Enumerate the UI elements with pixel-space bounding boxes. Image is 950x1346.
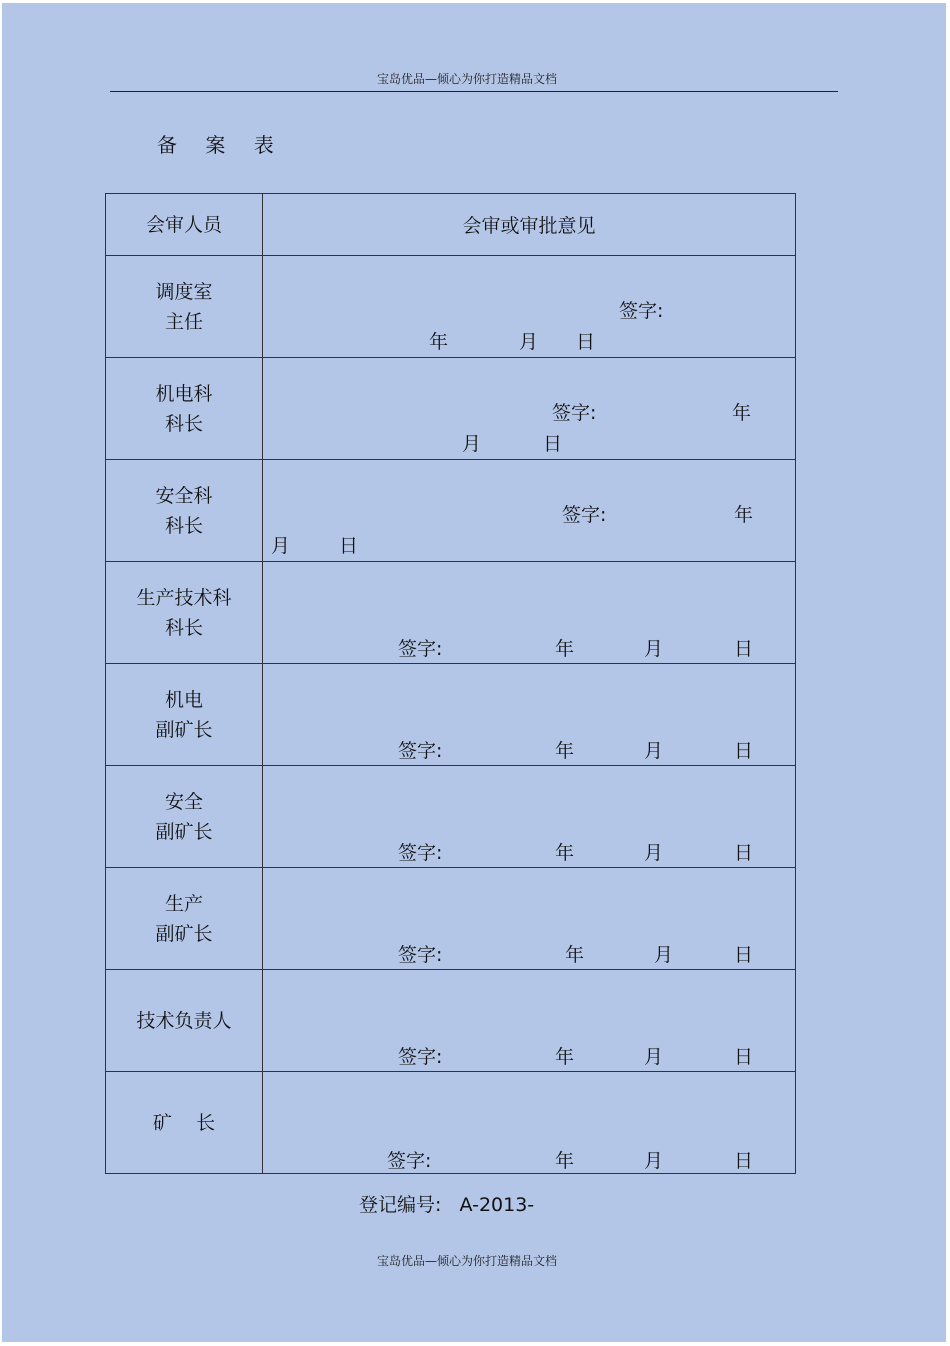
reviewer-cell <box>106 256 263 358</box>
month-label: 月 <box>644 1150 664 1172</box>
approval-table <box>105 193 796 1174</box>
reviewer-role-line: 安全科 <box>155 484 213 507</box>
opinion-cell[interactable] <box>263 358 796 460</box>
reviewer-cell <box>106 562 263 664</box>
year-label: 年 <box>555 1150 575 1172</box>
sign-label: 签字: <box>398 944 443 966</box>
reviewer-role-line: 生产技术科 <box>136 586 232 609</box>
reviewer-cell <box>106 868 263 970</box>
table-row <box>106 358 796 460</box>
table-row <box>106 256 796 358</box>
year-label: 年 <box>555 1046 575 1068</box>
opinion-cell[interactable] <box>263 664 796 766</box>
year-label: 年 <box>734 504 754 526</box>
day-label: 日 <box>734 842 754 864</box>
opinion-cell[interactable] <box>263 460 796 562</box>
day-label: 日 <box>543 433 563 455</box>
reviewer-cell <box>106 664 263 766</box>
opinion-cell[interactable] <box>263 256 796 358</box>
reviewer-role-line: 副矿长 <box>155 820 213 843</box>
opinion-cell[interactable] <box>263 868 796 970</box>
year-label: 年 <box>565 944 585 966</box>
month-label: 月 <box>644 1046 664 1068</box>
sign-label: 签字: <box>398 842 443 864</box>
reviewer-role-line: 科长 <box>164 514 203 537</box>
reviewer-role-line: 机电科 <box>155 382 213 405</box>
day-label: 日 <box>339 535 359 557</box>
year-label: 年 <box>429 331 449 353</box>
month-label: 月 <box>644 842 664 864</box>
year-label: 年 <box>555 740 575 762</box>
day-label: 日 <box>734 740 754 762</box>
document-page <box>2 3 946 1342</box>
day-label: 日 <box>576 331 596 353</box>
column-header-opinion: 会审或审批意见 <box>263 194 796 256</box>
reviewer-cell <box>106 358 263 460</box>
reviewer-role-line: 主任 <box>164 310 203 333</box>
sign-label: 签字: <box>398 638 443 660</box>
reviewer-cell <box>106 766 263 868</box>
reviewer-role-line: 副矿长 <box>155 718 213 741</box>
reviewer-role-line: 副矿长 <box>155 922 213 945</box>
month-label: 月 <box>519 331 539 353</box>
reviewer-role-line: 科长 <box>164 616 203 639</box>
year-label: 年 <box>555 638 575 660</box>
reviewer-role-line: 生产 <box>164 892 203 915</box>
year-label: 年 <box>732 402 752 424</box>
month-label: 月 <box>462 433 482 455</box>
reviewer-role-line: 调度室 <box>155 280 213 303</box>
table-row <box>106 1072 796 1174</box>
day-label: 日 <box>734 944 754 966</box>
month-label: 月 <box>644 638 664 660</box>
document-title: 备 案 表 <box>157 133 285 157</box>
opinion-cell[interactable] <box>263 970 796 1072</box>
table-row <box>106 562 796 664</box>
page-header-text: 宝岛优品—倾心为你打造精品文档 <box>376 72 557 86</box>
day-label: 日 <box>734 1150 754 1172</box>
reviewer-role-line: 技术负责人 <box>136 1009 232 1032</box>
reviewer-role-line: 机电 <box>164 688 203 711</box>
table-row <box>106 460 796 562</box>
opinion-cell[interactable] <box>263 562 796 664</box>
sign-label: 签字: <box>552 402 597 424</box>
table-row <box>106 766 796 868</box>
reviewer-role-line: 安全 <box>164 790 203 813</box>
sign-label: 签字: <box>387 1150 432 1172</box>
month-label: 月 <box>644 740 664 762</box>
reviewer-cell <box>106 1072 263 1174</box>
day-label: 日 <box>734 1046 754 1068</box>
table-header-row <box>106 194 796 256</box>
table-row <box>106 970 796 1072</box>
header-divider <box>110 91 838 92</box>
registration-number: 登记编号: A-2013- <box>359 1194 535 1216</box>
month-label: 月 <box>271 535 291 557</box>
reviewer-cell <box>106 970 263 1072</box>
sign-label: 签字: <box>398 1046 443 1068</box>
sign-label: 签字: <box>619 300 664 322</box>
table-row <box>106 664 796 766</box>
opinion-cell[interactable] <box>263 766 796 868</box>
sign-label: 签字: <box>562 504 607 526</box>
page-footer-text: 宝岛优品—倾心为你打造精品文档 <box>376 1254 557 1268</box>
reviewer-role-line: 科长 <box>164 412 203 435</box>
sign-label: 签字: <box>398 740 443 762</box>
day-label: 日 <box>734 638 754 660</box>
month-label: 月 <box>654 944 674 966</box>
column-header-reviewer: 会审人员 <box>106 194 263 256</box>
table-row <box>106 868 796 970</box>
reviewer-cell <box>106 460 263 562</box>
opinion-cell[interactable] <box>263 1072 796 1174</box>
year-label: 年 <box>555 842 575 864</box>
reviewer-role-line: 矿 长 <box>152 1111 216 1134</box>
